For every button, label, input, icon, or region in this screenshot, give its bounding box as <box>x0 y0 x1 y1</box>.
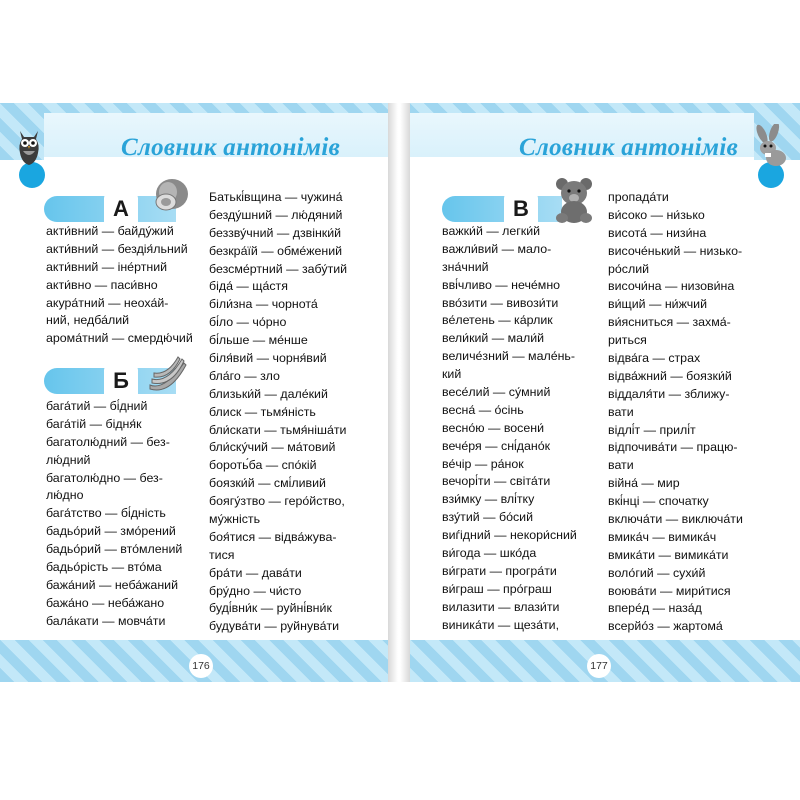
dictionary-entry: ви́года — шко́да <box>442 546 537 561</box>
dictionary-entry: безкра́їй — обме́жений <box>209 243 343 258</box>
dictionary-entry: акти́вний — іне́ртний <box>46 259 168 274</box>
dictionary-entry: акти́вно — паси́вно <box>46 277 158 292</box>
dictionary-entry: боя́тися — відва́жува- <box>209 529 337 544</box>
dictionary-entry: риться <box>608 333 647 348</box>
section-v-header <box>442 196 562 222</box>
dictionary-entry: віддаля́ти — зближу- <box>608 386 730 401</box>
dictionary-entry: вмика́ти — вимика́ти <box>608 547 729 562</box>
dictionary-entry: війна́ — мир <box>608 476 680 491</box>
dictionary-entry: весна́ — о́сінь <box>442 402 524 417</box>
dictionary-entry: вати <box>608 458 634 473</box>
dictionary-entry: будува́ти — руйнува́ти <box>209 619 340 634</box>
right-page-column-2 <box>608 189 743 636</box>
dictionary-entry: весно́ю — восени́ <box>442 420 545 435</box>
dictionary-entry: акти́вний — бездія́льний <box>46 241 188 256</box>
dictionary-entry: вилазити — влази́ти <box>442 599 560 614</box>
page-number-right: 177 <box>587 654 611 678</box>
dictionary-entry: вмика́ч — вимика́ч <box>608 529 717 544</box>
dictionary-entry: пропада́ти <box>608 190 669 204</box>
owl-icon <box>14 127 44 169</box>
dictionary-entry: відпочива́ти — працю- <box>608 440 738 455</box>
dictionary-entry: бороть́ба — спо́кій <box>209 458 317 473</box>
dictionary-entry: біда́ — ща́стя <box>209 279 288 294</box>
dictionary-entry: боязки́й — смі́ливий <box>209 476 326 491</box>
page-number-left: 176 <box>189 654 213 678</box>
dictionary-entry: відва́га — страх <box>608 351 701 366</box>
dictionary-entry: кий <box>442 367 462 382</box>
dictionary-entry: ве́чір — ра́нок <box>442 456 524 471</box>
dictionary-entry: бі́льше — ме́нше <box>209 333 308 348</box>
dictionary-entry: беззву́чний — дзвінки́й <box>209 225 342 240</box>
dictionary-entry: бли́скати — тьмя́ніша́ти <box>209 422 347 437</box>
dictionary-entry: ви́граш — про́граш <box>442 581 552 596</box>
dictionary-entry: бадьо́рий — вто́млений <box>46 542 183 557</box>
book-gutter <box>388 103 410 682</box>
dictionary-entry: взу́тий — бо́сий <box>442 510 533 525</box>
dictionary-entry: весе́лий — су́мний <box>442 385 551 400</box>
dictionary-entry: воюва́ти — мири́тися <box>608 583 731 598</box>
dictionary-entry: бра́ти — дава́ти <box>209 565 302 580</box>
dictionary-entry: бажа́но — неба́жано <box>46 595 165 610</box>
dictionary-entry: бадьо́рий — змо́рений <box>46 524 176 539</box>
peach-icon <box>150 174 192 216</box>
dictionary-entry: височи́на — низови́на <box>608 279 735 294</box>
section-b-list <box>46 398 182 631</box>
dictionary-entry: виѓідний — некори́сний <box>442 528 577 543</box>
dictionary-entry: висота́ — низи́на <box>608 225 707 240</box>
dictionary-entry: багатолю́дно — без- <box>46 470 163 485</box>
dictionary-entry: вво́зити — вивози́ти <box>442 295 559 310</box>
dictionary-entry: впере́д — наза́д <box>608 601 702 616</box>
dictionary-entry: ви́ясниться — захма́- <box>608 315 731 330</box>
dictionary-entry: блиск — тьмя́ність <box>209 404 316 419</box>
dictionary-entry: ви́соко — ни́зько <box>608 207 705 222</box>
dictionary-entry: зна́чний <box>442 259 489 274</box>
dictionary-entry: бага́тій — бідня́к <box>46 416 142 431</box>
dictionary-entry: вели́кий — мали́й <box>442 331 545 346</box>
dictionary-entry: біли́зна — чорнота́ <box>209 297 318 312</box>
section-v-letter: В <box>504 193 538 223</box>
dictionary-entry: близьки́й — дале́кий <box>209 386 328 401</box>
dictionary-entry: безсме́ртний — забу́тий <box>209 261 348 276</box>
dictionary-entry: бала́кати — мовча́ти <box>46 613 166 628</box>
dictionary-entry: Батькі́вщина — чужина́ <box>209 190 343 204</box>
dictionary-entry: лю́дно <box>46 488 84 503</box>
hare-icon <box>752 124 792 168</box>
dictionary-entry: вати <box>608 404 634 419</box>
dictionary-entry: ний, недба́лий <box>46 313 130 328</box>
dictionary-entry: бажа́ний — неба́жаний <box>46 577 179 592</box>
section-b-letter: Б <box>104 365 138 395</box>
section-a-letter: А <box>104 193 138 223</box>
dictionary-entry: акти́вний — байду́жий <box>46 224 174 238</box>
dictionary-entry: ви́грати — програ́ти <box>442 563 557 578</box>
dictionary-entry: важки́й — легки́й <box>442 224 541 238</box>
dictionary-entry: воло́гий — сухи́й <box>608 565 706 580</box>
section-v-list <box>442 223 577 634</box>
dictionary-entry: вкі́нці — спочатку <box>608 494 709 509</box>
dictionary-entry: виника́ти — щеза́ти, <box>442 617 560 632</box>
dictionary-entry: лю́дний <box>46 452 91 467</box>
left-page-column-2 <box>209 189 347 636</box>
dictionary-entry: біля́вий — чорня́вий <box>209 351 327 366</box>
dictionary-entry: вече́ря — сні́дано́к <box>442 438 551 453</box>
dictionary-entry: височе́нький — низько- <box>608 243 743 258</box>
dictionary-entry: всерйо́з — жартома́ <box>608 619 723 634</box>
dictionary-entry: багатолю́дний — без- <box>46 434 170 449</box>
dictionary-entry: тися <box>209 547 235 562</box>
dictionary-entry: ве́летень — ка́рлик <box>442 313 553 328</box>
dictionary-entry: ро́слий <box>608 261 650 276</box>
dictionary-entry: відва́жний — боязки́й <box>608 368 732 383</box>
dictionary-entry: бага́тство — бі́дність <box>46 506 166 521</box>
dictionary-entry: боягу́зтво — геро́йство, <box>209 494 345 509</box>
dictionary-entry: вві́чливо — нече́мно <box>442 277 561 292</box>
dictionary-entry: вечорі́ти — світа́ти <box>442 474 551 489</box>
dictionary-entry: акура́тний — неоха́й- <box>46 295 169 310</box>
dictionary-entry: важли́вий — мало- <box>442 241 552 256</box>
dictionary-entry: безду́шний — лю́дяний <box>209 207 343 222</box>
teddy-bear-icon <box>550 176 598 224</box>
dictionary-entry: ви́щий — ни́жчий <box>608 297 708 312</box>
section-a-list <box>46 223 193 348</box>
dictionary-entry: бі́ло — чо́рно <box>209 315 287 330</box>
dictionary-entry: му́жність <box>209 512 261 527</box>
dictionary-entry: включа́ти — виключа́ти <box>608 512 743 527</box>
dictionary-entry: бадьо́рість — вто́ма <box>46 560 162 575</box>
dictionary-entry: відлі́т — прилі́т <box>608 422 696 437</box>
dictionary-entry: бру́дно — чи́сто <box>209 583 302 598</box>
right-page-title: Словник антонімів <box>519 134 739 161</box>
dictionary-entry: взи́мку — влі́тку <box>442 492 535 507</box>
dictionary-entry: буді́вни́к — руйні́вни́к <box>209 601 332 616</box>
dictionary-entry: бага́тий — бі́дний <box>46 399 148 413</box>
dictionary-entry: арома́тний — смердю́чий <box>46 331 193 346</box>
dictionary-entry: бли́ску́чий — ма́товий <box>209 440 336 455</box>
dictionary-entry: бла́го — зло <box>209 368 280 383</box>
dictionary-entry: величе́зний — мале́нь- <box>442 349 576 364</box>
banana-icon <box>146 355 190 393</box>
left-page-title: Словник антонімів <box>121 134 341 161</box>
